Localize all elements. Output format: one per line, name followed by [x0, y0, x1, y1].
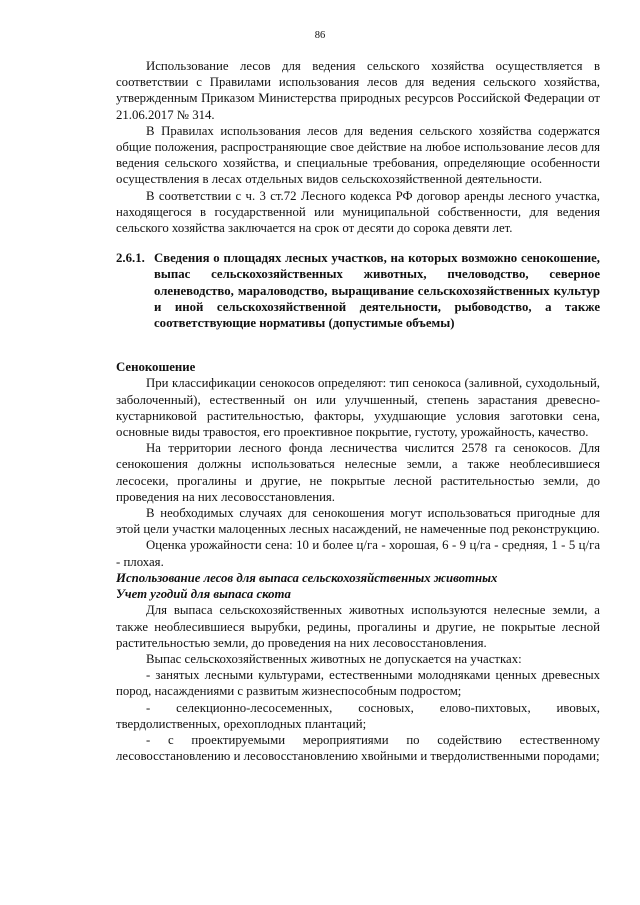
list-item: - занятых лесными культурами, естественными молодняками ценных древесных пород, насаждениями с развитым жизнеспособным подростом; — [116, 668, 600, 699]
paragraph — [116, 123, 600, 188]
paragraph: Оценка урожайности сена: 10 и более ц/га - хорошая, 6 - 9 ц/га - средняя, 1 - 5 ц/га - плохая. — [116, 538, 600, 569]
section-number: 2.6.1. — [116, 251, 145, 266]
paragraph: Выпас сельскохозяйственных животных не допускается на участках: — [146, 651, 522, 666]
list-item: - селекционно-лесосеменных, сосновых, елово-пихтовых, ивовых, твердолиственных, орехоплодных плантаций; — [116, 700, 600, 731]
paragraph — [116, 58, 600, 123]
paragraph: На территории лесного фонда лесничества числится 2578 га сенокосов. Для сенокошения должны использоваться нелесные земли, а также необлесившиеся лесосеки, прогалины и другие, не покрытые лесной растительностью земли, до проведения на них лесовосстановления. — [116, 441, 600, 504]
subheading-haymaking: Сенокошение — [116, 360, 196, 375]
paragraph: В необходимых случаях для сенокошения могут использоваться пригодные для этой цели участки малоценных лесных насаждений, не намеченные под реконструкцию. — [116, 506, 600, 537]
section-heading — [116, 250, 600, 331]
paragraph-text: Использование лесов для ведения сельского хозяйства осуществляется в соответствии с Правилами использования лесов для ведения сельского хозяйства, утвержденным Приказом Министерства природных ресурсов Российской Федерации от 21.06.2017 № 314. — [116, 59, 600, 122]
list-item: - с проектируемыми мероприятиями по содействию естественному лесовосстановлению и лесовосстановлению хвойными и твердолиственными породами; — [116, 732, 600, 764]
italic-heading: Учет угодий для выпаса скота — [116, 587, 291, 602]
page-number: 86 — [314, 30, 326, 41]
paragraph: При классификации сенокосов определяют: тип сенокоса (заливной, суходольный, заболоченный), естественный он или улучшенный, степень зарастания древесно-кустарниковой растительностью, факторы, ухудшающие условия заготовки сена, основные виды травостоя, его проективное покрытие, густоту, урожайность, качество. — [116, 376, 600, 440]
italic-heading: Использование лесов для выпаса сельскохозяйственных животных — [116, 570, 498, 585]
paragraph-text: В Правилах использования лесов для ведения сельского хозяйства содержатся общие положения, распространяющие свое действие на любое использование лесов для ведения сельского хозяйства, и специальные требования, определяющие особенности осуществления в лесах отдельных видов сельскохозяйственной деятельности. — [116, 123, 600, 187]
paragraph — [116, 188, 600, 237]
section-title: Сведения о площадях лесных участков, на которых возможно сенокошение, выпас сельскохозяйственных животных, пчеловодство, северное оленеводство, мараловодство, выращивание сельскохозяйственных культур и иной сельскохозяйственной деятельности, рыбоводство, а также соответствующие нормативы (допустимые объемы) — [154, 251, 600, 331]
paragraph-text: В соответствии с ч. 3 ст.72 Лесного кодекса РФ договор аренды лесного участка, находящегося в государственной или муниципальной собственности, для ведения сельского хозяйства заключается на срок от десяти до сорока девяти лет. — [116, 188, 600, 236]
document-body — [116, 58, 600, 764]
paragraph: Для выпаса сельскохозяйственных животных используются нелесные земли, а также необлесившиеся вырубки, редины, прогалины и другие, не покрытые лесной растительностью земли, до проведения на них лесовосстановления. — [116, 603, 600, 650]
